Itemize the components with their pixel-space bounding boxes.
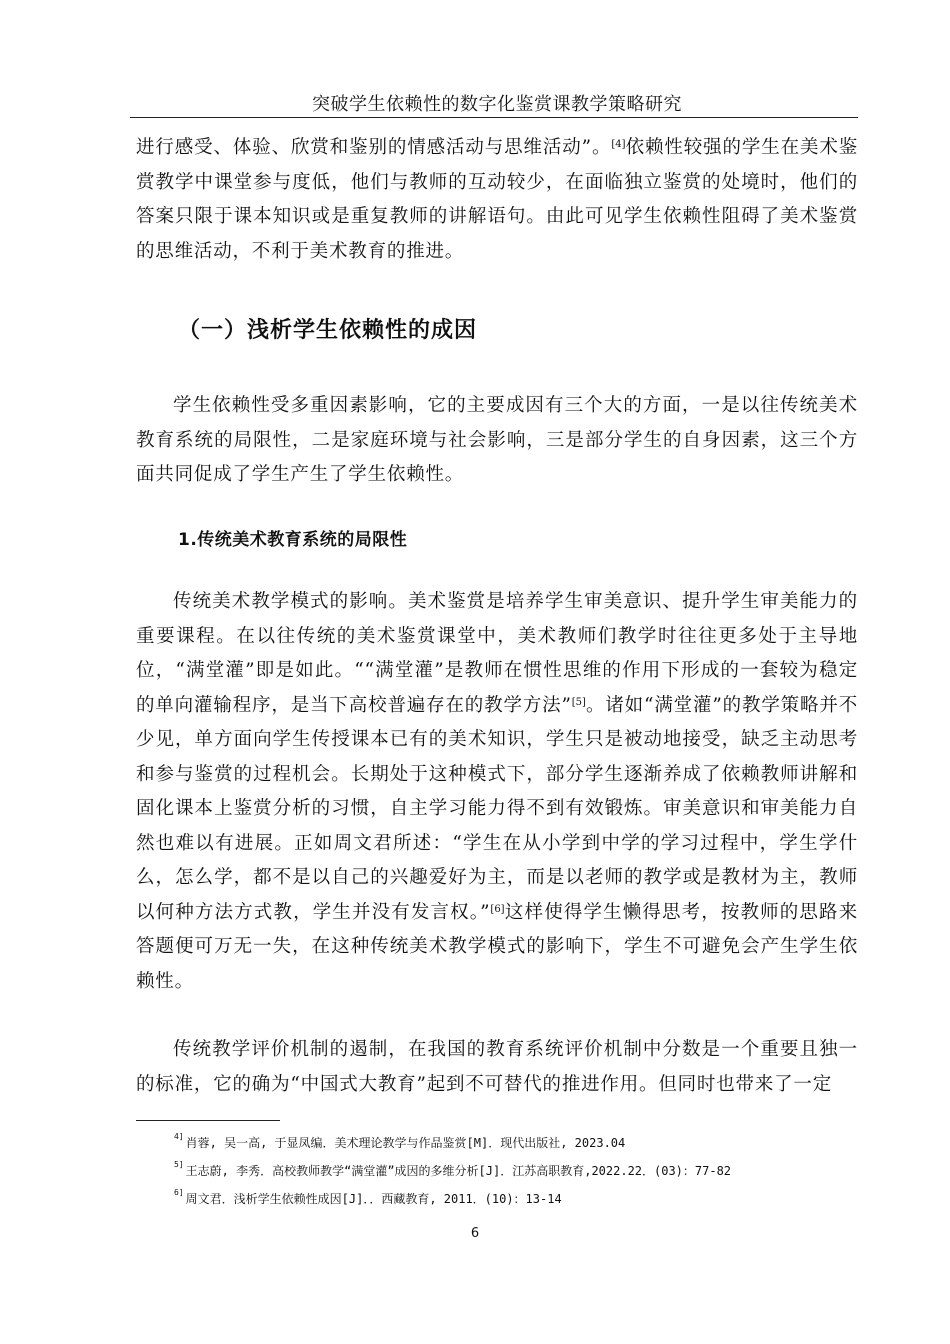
citation-ref[interactable]: [6] [490,903,505,915]
footnote [174,1162,731,1179]
footnote-text: 肖蓉, 吴一高, 于显凤编．美术理论教学与作品鉴赏[M]．现代出版社, 2023.04 [185,1136,626,1150]
footnote [174,1134,625,1151]
paragraph-text: 。诸如“满堂灌”的教学策略并不少见，单方面向学生传授课本已有的美术知识，学生只是被动地接受，缺乏主动思考和参与鉴赏的过程机会。长期处于这种模式下，部分学生逐渐养成了依赖教师讲解和固化课本上鉴赏分析的习惯，自主学习能力得不到有效锻炼。审美意识和审美能力自然也难以有进展。正如周文君所述：“学生在从小学到中学的学习过程中，学生学什么，怎么学，都不是以自己的兴趣爱好为主，而是以老师的教学或是教材为主，教师以何种方法方式教，学生并没有发言权。” [136,694,858,923]
footnote-text: 周文君．浅析学生依赖性成因[J]．．西藏教育, 2011．(10)：13-14 [185,1192,562,1206]
paragraph-continuation [136,131,858,269]
paragraph-text: 进行感受、体验、欣赏和鉴别的情感活动与思维活动”。 [136,137,612,158]
footnote-mark: 4] [174,1132,184,1141]
footnote-rule [136,1120,280,1121]
paragraph: 学生依赖性受多重因素影响，它的主要成因有三个大的方面，一是以往传统美术教育系统的局限性，二是家庭环境与社会影响，三是部分学生的自身因素，这三个方面共同促成了学生产生了学生依赖性。 [136,395,858,485]
paragraph-text: 传统美术教学模式的影响。美术鉴赏是培养学生审美意识、提升学生审美能力的重要课程。在以往传统的美术鉴赏课堂中，美术教师们教学时往往更多处于主导地位，“满堂灌”即是如此。““满堂灌”是教师在惯性思维的作用下形成的一套较为稳定的单向灌输程序，是当下高校普遍存在的教学方法” [136,591,858,716]
header-rule [130,117,858,118]
citation-ref[interactable]: [5] [571,696,586,708]
sub-heading: 1.传统美术教育系统的局限性 [178,530,408,550]
paragraph [136,585,858,999]
footnote-text: 王志蔚, 李秀．高校教师教学“满堂灌”成因的多维分析[J]．江苏高职教育,2022.22．(03)：77-82 [185,1164,732,1178]
footnote-mark: 6] [174,1188,184,1197]
footnote-mark: 5] [174,1160,184,1169]
paragraph-text: 依赖性较强的学生在美术鉴赏教学中课堂参与度低，他们与教师的互动较少，在面临独立鉴赏的处境时，他们的答案只限于课本知识或是重复教师的讲解语句。由此可见学生依赖性阻碍了美术鉴赏的思维活动，不利于美术教育的推进。 [136,137,858,262]
footnote [174,1190,562,1207]
section-heading: （一）浅析学生依赖性的成因 [178,318,478,343]
running-header: 突破学生依赖性的数字化鉴赏课教学策略研究 [312,94,682,115]
citation-ref[interactable]: [4] [611,139,626,150]
paragraph: 传统教学评价机制的遏制，在我国的教育系统评价机制中分数是一个重要且独一的标准，它的确为“中国式大教育”起到不可替代的推进作用。但同时也带来了一定 [136,1039,858,1095]
paragraph-text: 这样使得学生懒得思考，按教师的思路来答题便可万无一失，在这种传统美术教学模式的影响下，学生不可避免会产生学生依赖性。 [136,901,858,992]
page-number: 6 [470,1226,480,1241]
